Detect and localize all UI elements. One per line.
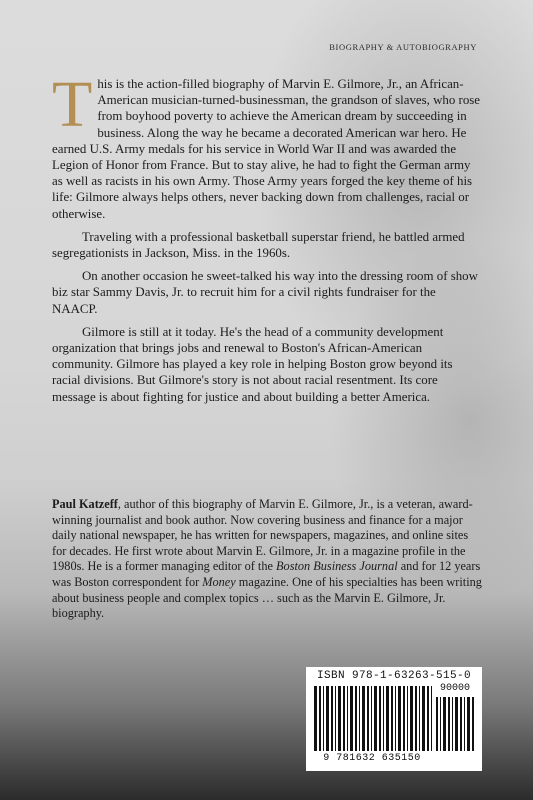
- barcode-bar: [472, 697, 474, 751]
- barcode-bar: [338, 686, 341, 751]
- barcode-bar: [452, 697, 453, 751]
- publication-name: Money: [202, 574, 236, 589]
- barcode-bar: [448, 697, 450, 751]
- barcode-bar: [455, 697, 458, 751]
- blurb-paragraph-3: On another occasion he sweet-talked his way into the dressing room of show biz star Sammy Davis, Jr. to recruit him for a civil rights fundraiser for the NAACP.: [52, 269, 478, 316]
- barcode-bar: [355, 686, 357, 751]
- barcode-bar: [314, 686, 317, 751]
- barcode-bar: [362, 686, 365, 751]
- barcode-bar: [403, 686, 405, 751]
- author-name: Paul Katzeff: [52, 497, 118, 511]
- blurb-paragraph-2: Traveling with a professional basketball superstar friend, he battled armed segregationists in Jackson, Miss. in the 1960s.: [52, 229, 465, 261]
- barcode-bar: [440, 697, 441, 751]
- barcode-digits: 9 781632 635150: [323, 753, 421, 764]
- barcode-bar: [319, 686, 321, 751]
- price-code: 90000: [439, 683, 470, 694]
- barcode-bar: [460, 697, 462, 751]
- genre-label: BIOGRAPHY & AUTOBIOGRAPHY: [329, 42, 477, 52]
- barcode-bar: [386, 686, 389, 751]
- publication-name: Boston Business Journal: [276, 559, 398, 574]
- barcode-bar: [407, 686, 408, 751]
- barcode-bar: [443, 697, 446, 751]
- barcode-bar: [431, 686, 432, 751]
- barcode-bar: [391, 686, 393, 751]
- barcode-bar: [323, 686, 324, 751]
- blurb-paragraph-1: This is the action-filled biography of Marvin E. Gilmore, Jr., an African-American musician-turned-businessman, the grandson of slaves, who rose from boyhood poverty to achieve the American dream by succeeding in business. Along the way he became a decorated American war hero. He earned U.S. Army medals for his service in World War II and was awarded the Legion of Honor from France. But to stay alive, he had to fight the German army as well as racists in his own Army. Those Army years forged the key theme of his life: Gilmore always helps others, never backing down from challenges, racial or otherwise.: [52, 68, 481, 221]
- barcode-bar: [415, 686, 417, 751]
- isbn-text: ISBN 978-1-63263-515-0: [316, 670, 472, 682]
- barcode-bar: [379, 686, 381, 751]
- barcode-bar: [367, 686, 369, 751]
- barcode-bar: [398, 686, 401, 751]
- barcode-bar: [467, 697, 470, 751]
- barcode-bar: [371, 686, 372, 751]
- barcode-bar: [326, 686, 329, 751]
- barcode-bar: [347, 686, 348, 751]
- barcode-bar: [374, 686, 377, 751]
- barcode-bar: [419, 686, 420, 751]
- barcode-bar: [350, 686, 353, 751]
- barcode-bar: [343, 686, 345, 751]
- barcode-bar: [464, 697, 465, 751]
- barcode-bar: [422, 686, 425, 751]
- barcode-bar: [410, 686, 413, 751]
- barcode-bars: [314, 686, 432, 751]
- drop-cap: T: [52, 68, 93, 141]
- barcode-bar: [395, 686, 396, 751]
- barcode-bar: [427, 686, 429, 751]
- book-blurb: [52, 68, 482, 405]
- barcode-bar: [383, 686, 384, 751]
- barcode-bar: [331, 686, 333, 751]
- blurb-paragraph-4: Gilmore is still at it today. He's the head of a community development organization that brings jobs and renewal to Boston's African-American community. Gilmore has played a key role in helping Boston grow beyond its racial divisions. But Gilmore's story is not about racial resentment. Its core message is about fighting for justice and about building a better America.: [52, 324, 453, 404]
- barcode-bar: [335, 686, 336, 751]
- isbn-barcode: [306, 667, 482, 771]
- barcode-bar: [359, 686, 360, 751]
- author-bio: Paul Katzeff, author of this biography of Marvin E. Gilmore, Jr., is a veteran, award-winning journalist and book author. Now covering business and finance for a major daily national newspaper, he has written for newspapers, magazines, and online sites for decades. He first wrote about Marvin E. Gilmore, Jr. in a magazine profile in the 1980s. He is a former managing editor of the Boston Business Journal and for 12 years was Boston correspondent for Money magazine. One of his specialties has been writing about business people and complex topics … such as the Marvin E. Gilmore, Jr. biography.: [52, 497, 482, 621]
- addon-barcode-bars: [436, 697, 474, 751]
- barcode-bar: [436, 697, 438, 751]
